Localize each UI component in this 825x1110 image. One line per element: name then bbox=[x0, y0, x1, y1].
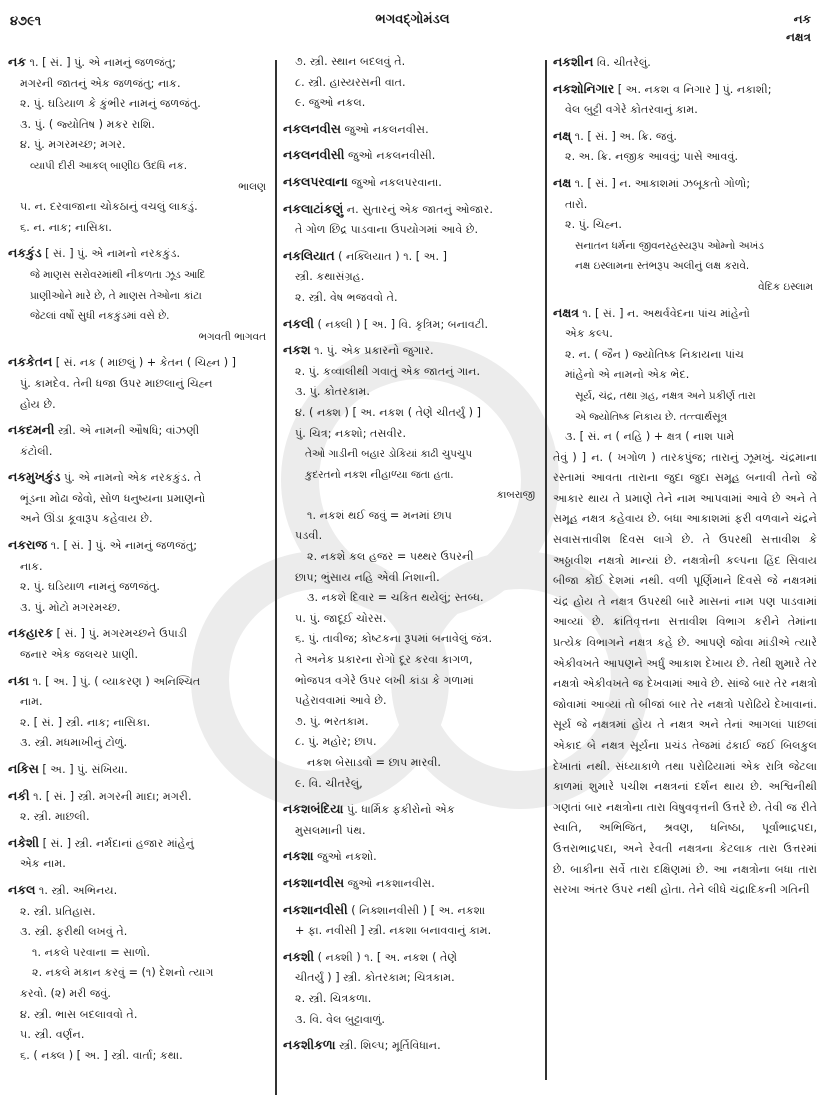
definition-text: જનાર એક જલચર પ્રાણી. bbox=[20, 648, 139, 662]
definition-line bbox=[8, 74, 270, 95]
entry-first-line bbox=[283, 900, 539, 922]
definition-text: પહેરાવવામાં આવે છે. bbox=[295, 694, 387, 708]
definition-text: ૧. [ સં. ] સ્ત્રી. મગરની માદા; મગરી. bbox=[33, 789, 192, 803]
definition-text: ૬. પું. તાવીજ; કોષ્ટકના રૂપમાં બનાવેલું જંત્ર. bbox=[295, 632, 492, 646]
definition-text: પું. ચિત્ર; નકશો; તસવીર. bbox=[295, 426, 407, 440]
dictionary-entry bbox=[8, 243, 270, 347]
definition-line bbox=[283, 506, 539, 527]
headword: નકહારક bbox=[8, 625, 53, 641]
definition-text: ૨. પું. ઘડિયાળ કે કુંભીર નામનું જળજંતુ. bbox=[20, 97, 201, 111]
dictionary-entry bbox=[8, 420, 270, 462]
headword: નકેશી bbox=[8, 834, 40, 850]
headword: નક્ષ્ bbox=[553, 127, 572, 143]
definition-text: ૨. ન. ( જૈન ) જ્યોતિષ્ક નિકાયના પાંચ bbox=[565, 347, 744, 361]
definition-text: ( નિક્શાનવીસી ) [ અ. નકશા bbox=[351, 903, 486, 917]
definition-line bbox=[553, 407, 817, 428]
definition-line bbox=[8, 1046, 270, 1067]
headword: નક્ષ bbox=[553, 174, 572, 190]
definition-line bbox=[8, 645, 270, 666]
dictionary-entry bbox=[8, 833, 270, 875]
dictionary-entry bbox=[8, 535, 270, 618]
definition-line bbox=[283, 465, 539, 486]
definition-line bbox=[8, 306, 270, 327]
entry-first-line bbox=[283, 1035, 539, 1057]
definition-text: ૧. [ સં. ] પું. એ નામનું જળજંતુ; bbox=[29, 56, 176, 69]
dictionary-entry bbox=[283, 52, 539, 114]
dictionary-entry bbox=[283, 340, 539, 794]
definition-text: તે ગોળ છિદ્ર પાડવાના ઉપયોગમાં આવે છે. bbox=[295, 223, 479, 237]
definition-text: ( નક્શી ) ૧. [ અ. નકશ ( તેણે bbox=[317, 950, 458, 964]
column-2 bbox=[283, 52, 539, 1062]
dictionary-entry bbox=[553, 79, 817, 121]
headword: નકા bbox=[8, 672, 30, 688]
definition-text: કંટોલી. bbox=[20, 444, 53, 458]
definition-line bbox=[553, 386, 817, 407]
definition-line bbox=[553, 324, 817, 345]
definition-text: જુઓ નકલપરવાના. bbox=[351, 175, 442, 189]
headword: નકશાનવીસ bbox=[283, 874, 345, 890]
dictionary-entry bbox=[8, 671, 270, 754]
definition-text: તેઓ ગાડીની બહાર ડોકિયાં કાઢી ચુપચુપ bbox=[305, 448, 472, 461]
definition-line bbox=[283, 267, 539, 288]
definition-text: ૭. પું. ભરતકામ. bbox=[295, 714, 369, 728]
headword: નકલપરવાના bbox=[283, 173, 348, 189]
definition-text: ન. સુતારનું એક જાતનું ઓજાર. bbox=[346, 202, 493, 216]
definition-text: ૨. [ સં. ] સ્ત્રી. નાક; નાસિકા. bbox=[20, 715, 151, 729]
definition-text: ૩. પું. મોટો મગરમચ્છ. bbox=[20, 600, 121, 614]
page-number: ૪૭૯૧ bbox=[10, 14, 42, 29]
definition-line bbox=[283, 485, 539, 506]
definition-line bbox=[553, 277, 817, 298]
entry-first-line bbox=[553, 303, 817, 325]
entry-first-line bbox=[283, 119, 539, 141]
definition-text: મગરની જાતનું એક જળજંતુ; નાક. bbox=[20, 76, 181, 90]
definition-line bbox=[283, 362, 539, 383]
definition-line bbox=[8, 963, 270, 984]
definition-text: પું. એ નામનો એક નરકકુંડ. તે bbox=[64, 471, 202, 485]
definition-text: ભોજપત્ર વગેરે ઉપર લખી કાંડા કે ગળામાં bbox=[295, 673, 474, 687]
entry-first-line bbox=[8, 623, 270, 645]
headword: નક્ષત્ર bbox=[553, 304, 579, 320]
headword: નકલનવીસ bbox=[283, 120, 341, 136]
definition-text: સૂર્ય, ચંદ્ર, તથા ગ્રહ, નક્ષત્ર અને પ્રકીર્ણ તારા bbox=[575, 389, 756, 402]
definition-text: વેદિક ઇસ્લામ bbox=[758, 280, 813, 293]
dictionary-entry bbox=[283, 119, 539, 141]
definition-text: કાબરાજી bbox=[496, 489, 535, 502]
dictionary-entry bbox=[283, 846, 539, 868]
definition-text: તેવું ) ] ન. ( ખગોળ ) તારકપુંજ; તારાનું ઝૂમખું. ચંદ્રમાના રસ્તામાં આવતા તારાના જુદા જુદા સમૂહ બનાવી તેનો જે આકાર થાય તે પ્રમાણે તેને નામ આપવામાં આવે છે અને તે સમૂહ નક્ષત્ર કહેવાય છે. બધા આકાશમાં ફરી વળવાને ચંદ્રને સવાસત્તાવીશ દિવસ લાગે છે. તે ઉપરથી સત્તાવીશ કે અઠ્ઠાવીશ નક્ષત્રો માન્યાં છે. નક્ષત્રોની કલ્પના હિંદ સિવાય બીજા કોઈ દેશમાં નથી. વળી પૂર્ણિમાને દિવસે જે નક્ષત્રમાં ચંદ્ર હોય તે નક્ષત્ર ઉપરથી બારે માસનાં નામ પણ પાડવામાં આવ્યાં છે. ક્રાંતિવૃત્તના સત્તાવીશ વિભાગ કરીને તેમાંના પ્રત્યેક વિભાગને નક્ષત્ર કહે છે. આપણે જોવા માંડીએ ત્યારે એકીવખતે આપણને અર્ધું આકાશ દેખાય છે. તેથી શુમારે તેર નક્ષત્રો એકીવખતે જ દેખવામાં આવે છે. સાંજે બાર તેર નક્ષત્રો જોવામાં આવ્યાં તો બીજાં બાર તેર નક્ષત્રો પરોઢિયે દેખાવાનાં. સૂર્ય જે નક્ષત્રમાં હોય તે નક્ષત્ર અને તેનાં આગલાં પાછલાં એકાદ બે નક્ષત્ર સૂર્યના પ્રચંડ તેજમાં ઢંકાઈ જઈ બિલકુલ દેખાતાં નથી. સંધ્યાકાળે તથા પરોઢિયામાં એક રાત્રિ જેટલા કાળમાં શુમારે પચીશ નક્ષત્રનાં દર્શન થાય છે. અશ્વિનીથી ગણતાં બાર નક્ષત્રોના તારા વિષુવવૃત્તની ઉત્તરે છે. તેવી જ રીતે સ્વાતિ, અભિજિત, શ્રવણ, ધનિષ્ઠા, પૂર્વાભાદ્રપદા, ઉત્તરાભાદ્રપદા, અને રેવતી નક્ષત્રના કેટલાક તારા ઉત્તરમાં છે. બાકીના સર્વે તારા દક્ષિણમાં છે. આ નક્ષત્રોના બધા તારા સરખા અંતર ઉપર નથી હોતા. તેને લીધે ચંદ્રાદિકની ગતિની bbox=[553, 450, 817, 897]
definition-text: ૭. સ્ત્રી. સ્થાન બદલવું તે. bbox=[295, 55, 406, 68]
entry-first-line bbox=[283, 846, 539, 868]
definition-line bbox=[8, 1005, 270, 1026]
definition-line bbox=[283, 424, 539, 445]
definition-line bbox=[8, 984, 270, 1005]
definition-line bbox=[8, 395, 270, 416]
definition-line bbox=[553, 365, 817, 386]
definition-text: ૧. [ સં. ] પું. એ નામનું જળજંતુ; bbox=[50, 539, 198, 553]
dictionary-entry bbox=[8, 352, 270, 415]
definition-line bbox=[8, 115, 270, 136]
definition-text: સ્ત્રી. એ નામની ઔષધિ; વાંઝણી bbox=[58, 424, 200, 438]
entry-first-line bbox=[8, 52, 270, 74]
definition-text: ૧. સ્ત્રી. અભિનય. bbox=[38, 883, 118, 897]
definition-line bbox=[283, 671, 539, 692]
definition-text: વ્યાપી દીરી આકલ્ બાણીઇ ઉદધિ નક. bbox=[30, 159, 188, 172]
entry-first-line bbox=[553, 126, 817, 148]
headword: નકલી bbox=[283, 315, 314, 331]
definition-line bbox=[283, 220, 539, 241]
dictionary-entry bbox=[283, 199, 539, 241]
definition-text: ૩. પું. ( જ્યોતિષ ) મકર રાશિ. bbox=[20, 117, 155, 131]
definition-line bbox=[8, 218, 270, 239]
definition-text: માંહેનો એ નામનો એક ભેદ. bbox=[565, 368, 690, 382]
dictionary-entry bbox=[8, 623, 270, 665]
headword: નકશી bbox=[283, 948, 315, 964]
definition-line bbox=[283, 691, 539, 712]
definition-text: ભગવતી ભાગવત bbox=[198, 330, 266, 343]
definition-text: ૧. પું. એક પ્રકારનો જુગાર. bbox=[314, 344, 434, 358]
headword: નકશાનવીસી bbox=[283, 901, 348, 917]
guide-word-top: નક bbox=[793, 12, 811, 26]
definition-line bbox=[283, 526, 539, 547]
definition-text: ૫. પું. જાદૂઈ ચોરસ. bbox=[295, 611, 387, 625]
definition-text: ૪. સ્ત્રી. ભાસ બદલાવવો તે. bbox=[20, 1007, 138, 1021]
definition-text: જે માણસ સરોવરમાંથી નીકળતા ઝૂડ આદિ bbox=[30, 268, 206, 281]
dictionary-entry bbox=[8, 52, 270, 238]
definition-text: [ અ. નકશ વ નિગાર ] પું. નકાશી; bbox=[617, 82, 772, 96]
definition-text: ૯. જુઓ નકલ. bbox=[295, 96, 366, 110]
headword: નકશીન bbox=[553, 54, 594, 69]
definition-text: ૩. પું. કોતરકામ. bbox=[295, 385, 370, 399]
book-title: ભગવદ્ગોમંડલ bbox=[375, 12, 450, 27]
definition-text: ભૂંડના મોઢા જેવો, સોળ ધનુષ્યના પ્રમાણનો bbox=[20, 491, 206, 505]
definition-line bbox=[553, 427, 817, 448]
definition-line bbox=[283, 403, 539, 424]
definition-text: મુસલમાની પંથ. bbox=[295, 823, 366, 837]
definition-text: છાપ; ભુંસાય નહિ એવી નિશાની. bbox=[295, 570, 440, 584]
definition-line bbox=[283, 609, 539, 630]
definition-text: ૪. ( નક્શ ) [ અ. નકશ ( તેણે ચીતર્યું ) ] bbox=[295, 405, 481, 419]
definition-text: ૨. નકશે કલ હજર = પથ્થર ઉપરની bbox=[307, 550, 474, 564]
definition-text: ૧. [ અ. ] પું. ( વ્યાકરણ ) અનિશ્ચિત bbox=[32, 674, 201, 688]
definition-line bbox=[553, 215, 817, 236]
definition-line bbox=[8, 135, 270, 156]
headword: નકમુખકુંડ bbox=[8, 469, 61, 485]
definition-line bbox=[8, 854, 270, 875]
definition-line bbox=[283, 753, 539, 774]
guide-word-bottom: નક્ષત્ર bbox=[785, 30, 811, 44]
entry-first-line bbox=[283, 246, 539, 268]
definition-text: એક કલ્પ. bbox=[565, 327, 613, 341]
entry-first-line bbox=[283, 172, 539, 194]
definition-text: ૬. ( નક્લ ) [ અ. ] સ્ત્રી. વાર્તા; કથા. bbox=[20, 1048, 183, 1062]
definition-line bbox=[283, 73, 539, 94]
dictionary-entry bbox=[283, 314, 539, 336]
definition-text: ૫. સ્ત્રી. વર્ણન. bbox=[20, 1028, 85, 1042]
definition-text: જેટલાં વર્ષો સુધી નકકુંડમાં વસે છે. bbox=[30, 310, 170, 323]
definition-text: ૨. સ્ત્રી. વેષ ભજવવો તે. bbox=[295, 290, 398, 304]
definition-text: [ સં. ] સ્ત્રી. નર્મદાનાં હજાર માંહેનું bbox=[42, 836, 194, 850]
definition-line bbox=[8, 286, 270, 307]
definition-text: ૮. પું. મહોર; છાપ. bbox=[295, 735, 377, 749]
definition-line bbox=[553, 448, 817, 901]
dictionary-entry bbox=[283, 799, 539, 841]
definition-text: ૫. ન. દરવાજાના ચોકઠાનું વચલું લાકડું. bbox=[20, 200, 198, 214]
definition-line bbox=[283, 444, 539, 465]
definition-text: એક નામ. bbox=[20, 857, 66, 871]
definition-text: ૩. [ સં. ન ( નહિ ) + ક્ષત્ર ( નાશ પામે bbox=[565, 430, 735, 444]
entry-first-line bbox=[553, 79, 817, 101]
headword: નકલાટાંકણું bbox=[283, 200, 344, 216]
headword: નકલિયાત bbox=[283, 247, 335, 263]
definition-line bbox=[553, 195, 817, 216]
definition-text: ૩. વિ. વેલ બુટ્ટાવાળું. bbox=[295, 1012, 385, 1026]
dictionary-entry bbox=[283, 172, 539, 194]
headword: નકશ bbox=[283, 342, 311, 358]
dictionary-entry bbox=[8, 759, 270, 781]
definition-line bbox=[8, 489, 270, 510]
definition-text: ૨. અ. ક્રિ. નજીક આવવું; પાસે આવવું. bbox=[565, 150, 739, 164]
definition-line bbox=[283, 712, 539, 733]
headword: નકદમની bbox=[8, 422, 55, 438]
entry-first-line bbox=[283, 873, 539, 895]
definition-line bbox=[8, 94, 270, 115]
headword: નકશા bbox=[283, 848, 314, 864]
definition-text: ૬. ન. નાક; નાસિકા. bbox=[20, 220, 112, 234]
definition-line bbox=[553, 236, 817, 257]
definition-text: સનાતન ધર્મના જીવનરહસ્યરૂપ ઓમ્નો અખંડ bbox=[575, 239, 764, 252]
definition-line bbox=[8, 442, 270, 463]
definition-line bbox=[8, 374, 270, 395]
definition-text: સ્ત્રી. કથાસંગ્રહ. bbox=[295, 270, 365, 284]
definition-text: પું. ધાર્મિક ફકીરોનો એક bbox=[346, 803, 455, 817]
definition-text: ૧. [ સં. ] અ. ક્રિ. જવું. bbox=[574, 129, 677, 143]
definition-line bbox=[283, 921, 539, 942]
definition-text: નામ. bbox=[20, 695, 43, 709]
definition-text: તે અનેક પ્રકારના રોગો દૂર કરવા કાગળ, bbox=[295, 653, 473, 667]
dictionary-entry bbox=[283, 900, 539, 942]
entry-first-line bbox=[8, 833, 270, 855]
definition-text: ૨. સ્ત્રી. ચિત્રકળા. bbox=[295, 991, 372, 1005]
definition-line bbox=[553, 100, 817, 121]
dictionary-entry bbox=[8, 467, 270, 530]
column-3 bbox=[553, 52, 817, 906]
column-1 bbox=[8, 52, 270, 1071]
definition-text: [ સં. નક ( માછલું ) + કેતન ( ચિહ્ન ) ] bbox=[55, 356, 236, 370]
definition-text: ૨. પું. કવ્વાલીથી ગવાતું એક જાતનું ગાન. bbox=[295, 364, 480, 378]
definition-line bbox=[8, 902, 270, 923]
definition-text: વિ. ચીતરેલું. bbox=[596, 56, 651, 69]
column-divider bbox=[275, 60, 277, 1095]
headword: નકશીકળા bbox=[283, 1037, 336, 1053]
definition-text: ૯. વિ. ચીતરેલું, bbox=[295, 776, 363, 790]
definition-text: ૩. સ્ત્રી. ફરીથી લખવું તે. bbox=[20, 925, 128, 939]
definition-text: ૩. નકશે દિવાર = ચકિત થયેલું; સ્તબ્ધ. bbox=[307, 591, 484, 605]
entry-first-line bbox=[8, 535, 270, 557]
definition-line bbox=[283, 774, 539, 795]
definition-text: ( નક્લિયાત ) ૧. [ અ. ] bbox=[338, 249, 447, 263]
definition-text: ૨. પું. ચિહ્ન. bbox=[565, 218, 622, 232]
definition-text: ૮. સ્ત્રી. હાસ્યરસની વાત. bbox=[295, 75, 406, 89]
definition-text: પ્રાણીઓને મારે છે, તે માણસ તેઓના કાંટા bbox=[30, 289, 202, 302]
definition-line bbox=[8, 509, 270, 530]
definition-text: ૨. નકલે મકાન કરવું = (૧) દેશનો ત્યાગ bbox=[32, 966, 214, 980]
definition-line bbox=[283, 821, 539, 842]
definition-text: અને ઊંડા કૂવારૂપ કહેવાય છે. bbox=[20, 512, 153, 526]
definition-text: નાક. bbox=[20, 559, 43, 573]
definition-text: તારો. bbox=[565, 197, 588, 211]
definition-line bbox=[553, 147, 817, 168]
definition-line bbox=[283, 968, 539, 989]
entry-first-line bbox=[8, 467, 270, 489]
definition-text: ૧. નકલે પરવાના = સાળો. bbox=[32, 945, 151, 959]
definition-text: + ફા. નવીસી ] સ્ત્રી. નકશા બનાવવાનું કામ. bbox=[295, 924, 492, 938]
definition-line bbox=[283, 650, 539, 671]
dictionary-entry bbox=[283, 246, 539, 309]
entry-first-line bbox=[553, 173, 817, 195]
definition-line bbox=[553, 345, 817, 366]
headword: નકકુંડ bbox=[8, 245, 42, 261]
headword: નકિસ bbox=[8, 761, 39, 776]
definition-line bbox=[8, 156, 270, 177]
entry-first-line bbox=[8, 420, 270, 442]
entry-first-line bbox=[8, 671, 270, 693]
definition-line bbox=[553, 256, 817, 277]
definition-text: જુઓ નકલનવીસી. bbox=[347, 149, 436, 163]
definition-text: ( નક્લી ) [ અ. ] વિ. કૃત્રિમ; બનાવટી. bbox=[317, 317, 489, 331]
definition-line bbox=[8, 197, 270, 218]
definition-text: ૨. સ્ત્રી. માછલી. bbox=[20, 810, 90, 824]
definition-text: ૨. પું. ઘડિયાળ નામનું જળજંતુ. bbox=[20, 580, 160, 594]
definition-text: જુઓ નકશાનવીસ. bbox=[347, 876, 435, 890]
entry-first-line bbox=[8, 786, 270, 808]
definition-line bbox=[283, 1010, 539, 1031]
dictionary-entry bbox=[283, 145, 539, 167]
dictionary-entry bbox=[283, 1035, 539, 1057]
entry-first-line bbox=[8, 243, 270, 265]
definition-line bbox=[8, 807, 270, 828]
headword: નકશબંદિયા bbox=[283, 801, 344, 817]
definition-text: ૧. નકશં થઈ જવું = મનમાં છાપ bbox=[307, 508, 452, 522]
definition-line bbox=[283, 547, 539, 568]
dictionary-entry bbox=[8, 880, 270, 1066]
page-header bbox=[0, 0, 825, 48]
definition-line bbox=[8, 922, 270, 943]
definition-text: ૪. પું. મગરમચ્છ; મગર. bbox=[20, 138, 126, 152]
entry-first-line bbox=[283, 314, 539, 336]
definition-text: એ જ્યોતિષ્ક નિકાય છે. તત્ત્વાર્થસૂત્ર bbox=[575, 410, 727, 423]
definition-line bbox=[8, 1025, 270, 1046]
definition-text: ૩. સ્ત્રી. મધમાખીનું ટોળું. bbox=[20, 736, 128, 750]
definition-text: કુદરતનો નકશ નીહાળ્યા જતા હતા. bbox=[305, 468, 454, 481]
definition-line bbox=[8, 577, 270, 598]
definition-line bbox=[8, 557, 270, 578]
definition-text: [ સં. ] પું. મગરમચ્છને ઉપાડી bbox=[56, 627, 188, 641]
definition-text: ભાલણ bbox=[238, 180, 266, 193]
column-divider bbox=[545, 60, 547, 1080]
headword: નકી bbox=[8, 787, 30, 803]
headword: નકલ bbox=[8, 881, 36, 897]
entry-first-line bbox=[283, 947, 539, 969]
definition-text: હોય છે. bbox=[20, 397, 56, 411]
definition-line bbox=[8, 177, 270, 198]
definition-line bbox=[283, 629, 539, 650]
dictionary-entry bbox=[553, 126, 817, 168]
definition-line bbox=[8, 713, 270, 734]
definition-text: ૨. સ્ત્રી. પ્રતિહાસ. bbox=[20, 904, 96, 918]
definition-line bbox=[283, 288, 539, 309]
definition-line bbox=[8, 733, 270, 754]
definition-line bbox=[283, 989, 539, 1010]
dictionary-entry bbox=[8, 786, 270, 828]
entry-first-line bbox=[8, 759, 270, 781]
definition-text: નક્ષ ઇસ્લામના સ્તંભરૂપ અલીનું લક્ષ કરાવે. bbox=[575, 260, 750, 273]
entry-first-line bbox=[283, 799, 539, 821]
definition-text: પડવી. bbox=[295, 529, 323, 543]
definition-line bbox=[8, 598, 270, 619]
definition-line bbox=[283, 93, 539, 114]
definition-text: નકશ બેસાડવો = છાપ મારવી. bbox=[307, 756, 441, 769]
definition-line bbox=[283, 568, 539, 589]
entry-first-line bbox=[8, 880, 270, 902]
definition-text: ૧. [ સં. ] ન. આકાશમાં ઝબૂકતો ગોળો; bbox=[574, 176, 751, 190]
dictionary-entry bbox=[553, 52, 817, 74]
definition-text: ચીતર્યું ) ] સ્ત્રી. કોતરકામ; ચિત્રકામ. bbox=[295, 971, 455, 985]
definition-line bbox=[8, 692, 270, 713]
dictionary-entry bbox=[553, 173, 817, 298]
headword: નકશોનિગાર bbox=[553, 80, 615, 96]
headword: નક bbox=[8, 54, 26, 69]
headword: નકરાજ bbox=[8, 537, 48, 553]
headword: નકકેતન bbox=[8, 354, 53, 370]
dictionary-entry bbox=[283, 873, 539, 895]
definition-text: સ્ત્રી. શિલ્પ; મૂર્તિવિધાન. bbox=[339, 1039, 441, 1053]
definition-line bbox=[283, 588, 539, 609]
entry-first-line bbox=[283, 340, 539, 362]
definition-text: [ અ. ] પું. સંખિયા. bbox=[42, 763, 128, 776]
definition-line bbox=[283, 382, 539, 403]
entry-first-line bbox=[283, 145, 539, 167]
entry-first-line bbox=[553, 52, 817, 74]
definition-text: પું. કામદેવ. તેની ધજા ઉપર માછલાનું ચિહ્ન bbox=[20, 376, 213, 390]
definition-text: ૧. [ સં. ] ન. અથર્વવેદના પાંચ માંહેનો bbox=[582, 306, 750, 320]
definition-line bbox=[8, 327, 270, 348]
entry-first-line bbox=[8, 352, 270, 374]
dictionary-entry bbox=[283, 947, 539, 1030]
definition-text: [ સં. ] પું. એ નામનો નરકકુંડ. bbox=[45, 247, 181, 261]
dictionary-entry bbox=[553, 303, 817, 901]
definition-text: જુઓ નકલનવીસ. bbox=[344, 122, 429, 136]
entry-first-line bbox=[283, 199, 539, 221]
definition-text: જુઓ નકશો. bbox=[317, 850, 377, 864]
definition-line bbox=[8, 265, 270, 286]
definition-line bbox=[8, 943, 270, 964]
definition-line bbox=[283, 52, 539, 73]
definition-text: વેલ બુટ્ટી વગેરે કોતરવાનું કામ. bbox=[565, 103, 698, 117]
definition-line bbox=[283, 732, 539, 753]
definition-text: કરવો. (૨) મરી જવું. bbox=[20, 986, 111, 1000]
headword: નકલનવીસી bbox=[283, 147, 345, 163]
